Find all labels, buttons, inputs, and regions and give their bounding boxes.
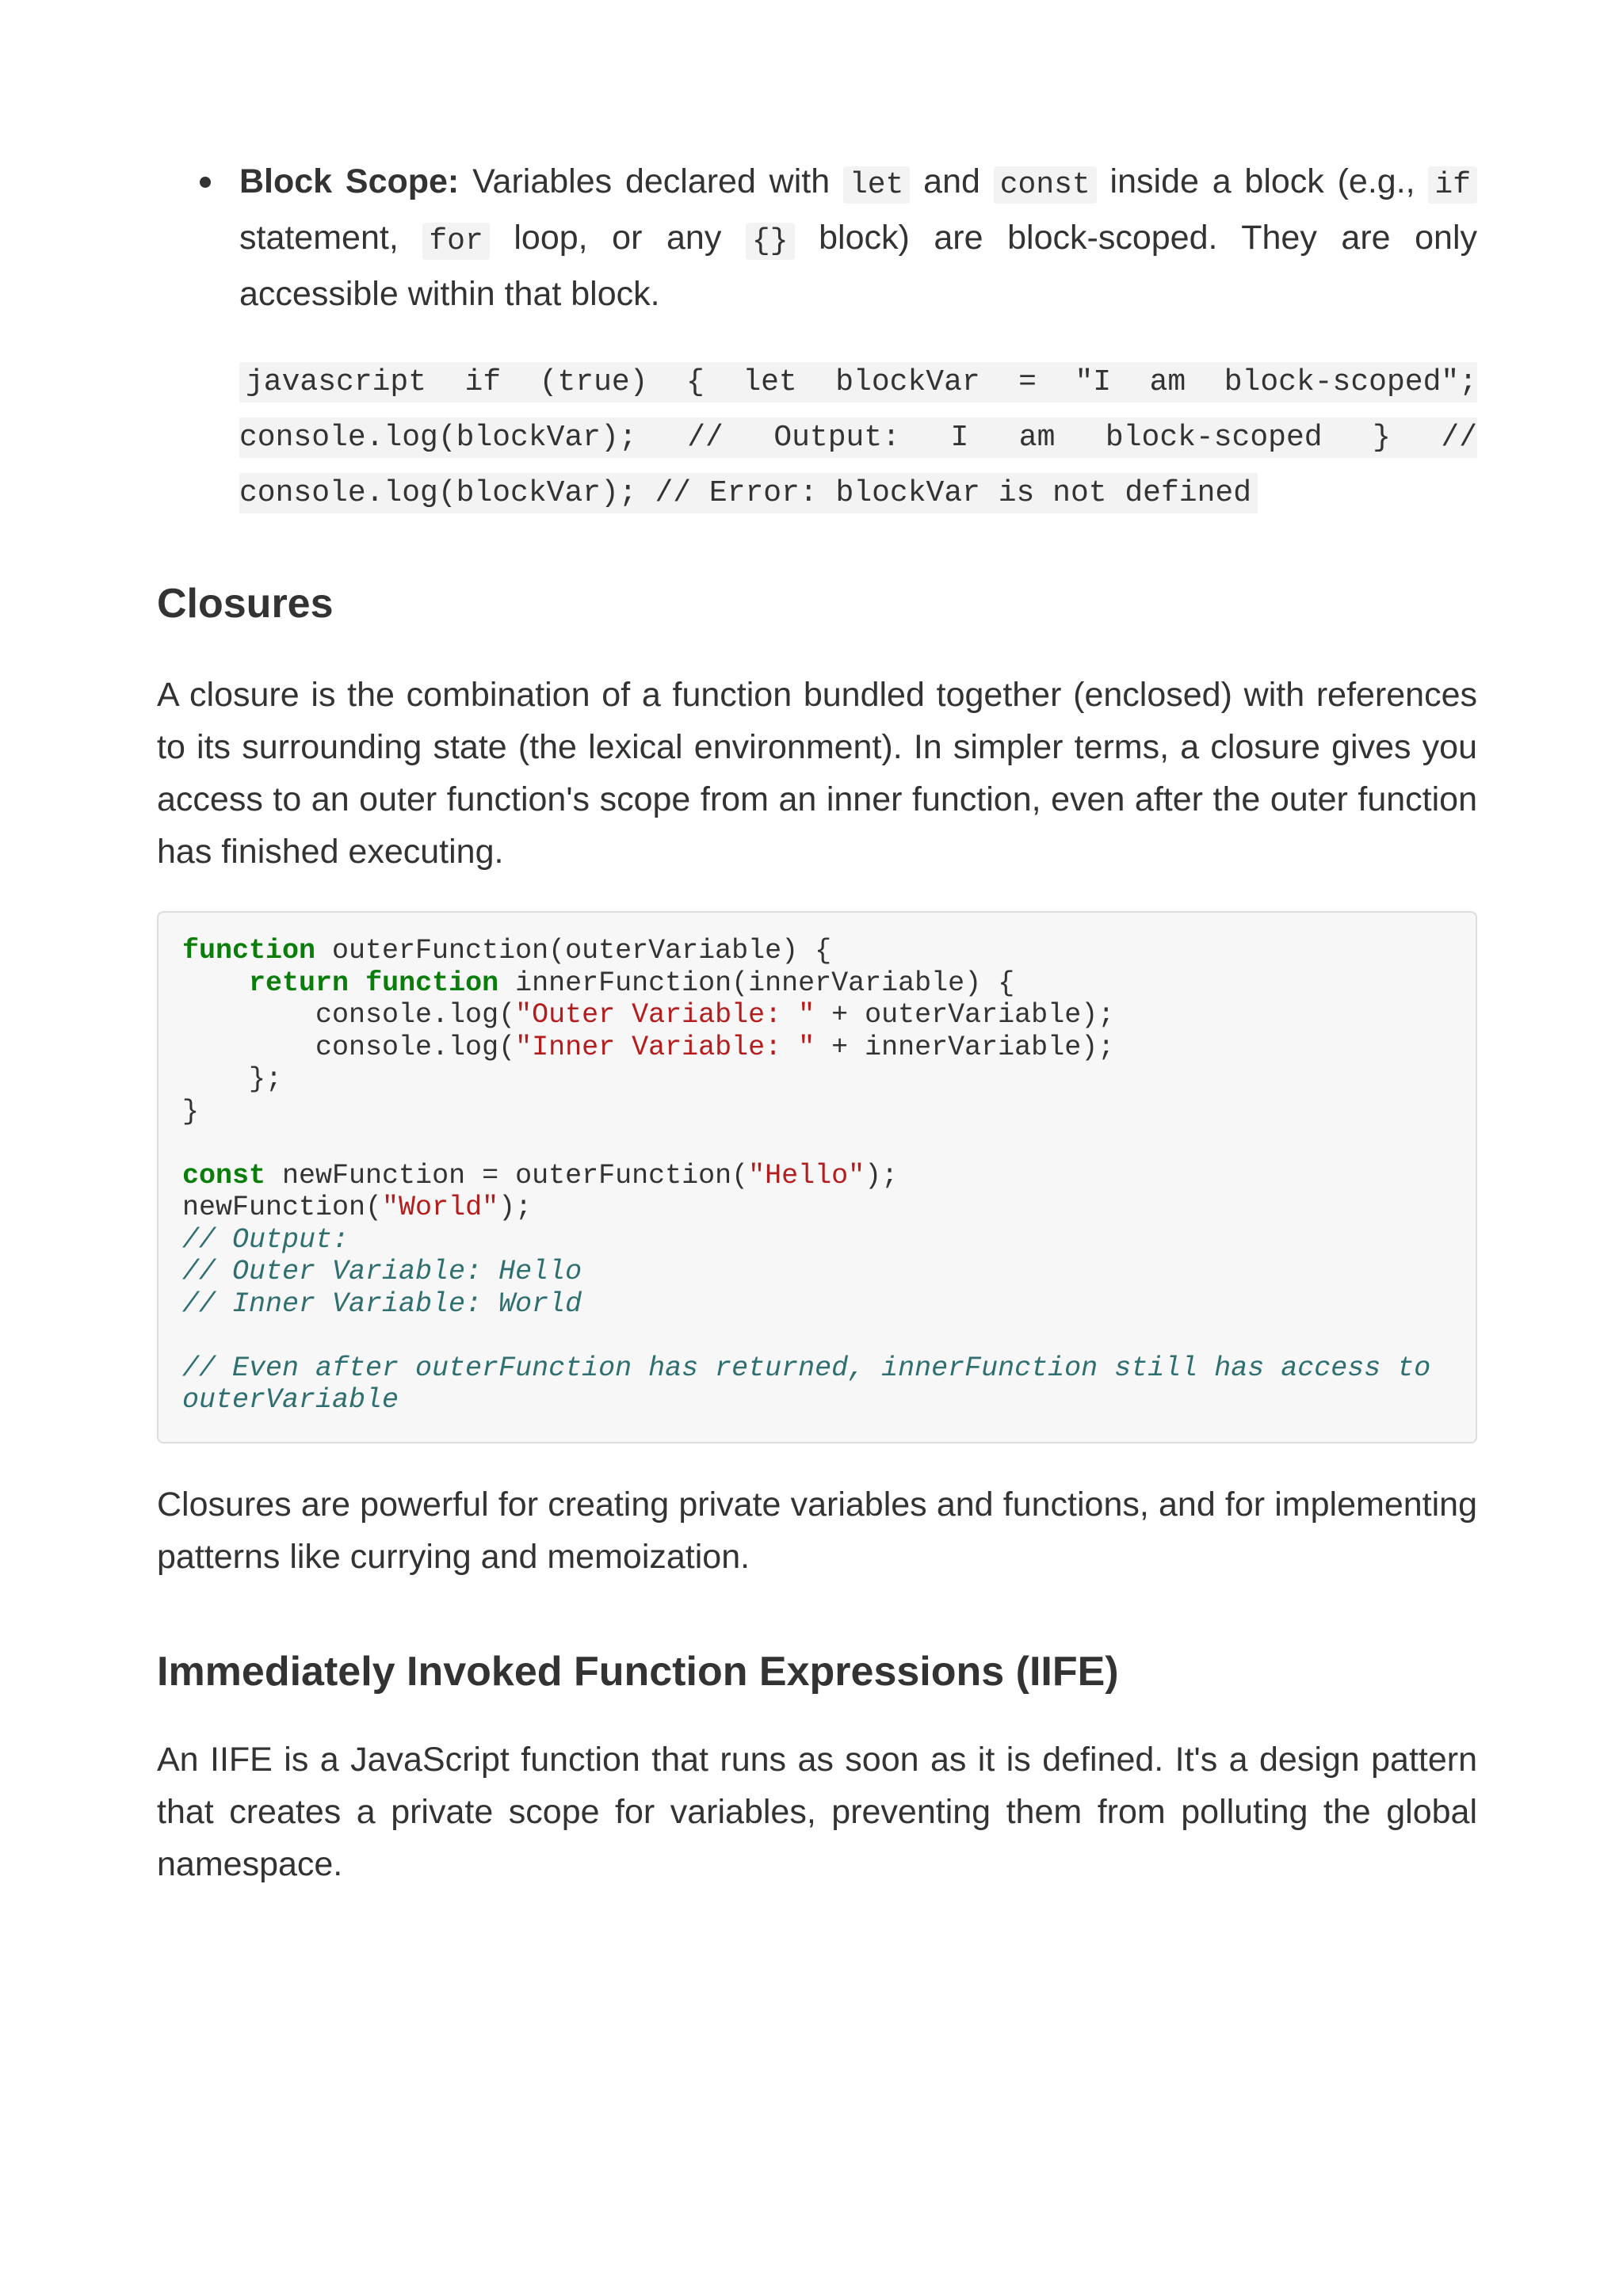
iife-heading: Immediately Invoked Function Expressions (IIFE): [157, 1649, 1119, 1695]
text-run: inside a block (e.g.,: [1096, 162, 1429, 200]
comment-token: outerVariable: [182, 1384, 399, 1416]
string-token: "Inner Variable: ": [515, 1031, 815, 1063]
closure-code-block: [157, 911, 1477, 1444]
code-token: + innerVariable);: [815, 1031, 1115, 1063]
code-token: };: [249, 1063, 283, 1095]
closures-paragraph: A closure is the combination of a function bundled together (enclosed) with references to its surrounding state (the lexical environment). In simpler terms, a closure gives you access to an outer function's scope from an inner function, even after the outer function has finished executing.: [157, 676, 1477, 871]
comment-token: // Even after outerFunction has returned, innerFunction still has access to: [182, 1352, 1431, 1384]
code-content: [182, 935, 1452, 1417]
keyword-token: return: [249, 967, 349, 999]
iife-paragraph: An IIFE is a JavaScript function that runs as soon as it is defined. It's a design pattern that creates a private scope for variables, preventing them from polluting the global namespace.: [157, 1741, 1477, 1883]
text-run: block) are block-scoped. They are only accessible within that block.: [239, 219, 1478, 313]
inline-code-for: for: [422, 223, 489, 260]
inline-code-if: if: [1428, 166, 1477, 204]
code-token: console.log(: [315, 999, 516, 1031]
code-token: }: [182, 1095, 200, 1127]
inline-code-braces: {}: [746, 223, 795, 260]
string-token: "Hello": [748, 1159, 865, 1192]
code-token: );: [498, 1192, 533, 1223]
code-token: newFunction = outerFunction(: [265, 1159, 749, 1192]
string-token: "Outer Variable: ": [515, 999, 815, 1031]
inline-code-const: const: [994, 166, 1097, 204]
keyword-token: const: [182, 1159, 266, 1192]
comment-token: // Outer Variable: Hello: [182, 1256, 582, 1287]
comment-token: // Output:: [182, 1223, 349, 1256]
keyword-token: function: [182, 935, 316, 967]
code-token: + outerVariable);: [815, 999, 1115, 1031]
keyword-token: function: [365, 967, 499, 999]
closures-summary-paragraph: Closures are powerful for creating private variables and functions, and for implementing patterns like currying and memoization.: [157, 1486, 1477, 1576]
code-token: outerFunction(outerVariable) {: [315, 935, 832, 967]
text-run: loop, or any: [489, 219, 746, 257]
text-run: statement,: [239, 219, 423, 257]
text-run: Variables declared with: [459, 162, 843, 200]
string-token: "World": [382, 1192, 499, 1223]
bullet-icon: [200, 177, 211, 188]
code-token: innerFunction(innerVariable) {: [498, 967, 1015, 999]
comment-token: // Inner Variable: World: [182, 1287, 582, 1320]
code-token: );: [865, 1159, 899, 1192]
block-scope-paragraph: [239, 155, 1477, 320]
code-token: newFunction(: [182, 1192, 383, 1223]
closures-heading: Closures: [157, 581, 334, 627]
block-scope-term: Block Scope:: [239, 162, 460, 200]
code-token: console.log(: [315, 1031, 516, 1063]
text-run: and: [910, 162, 994, 200]
list-item-block-scope: [239, 155, 1477, 320]
inline-code-let: let: [843, 166, 910, 204]
inline-code-text: javascript if (true) { let blockVar = "I am block-scoped"; console.log(blockVar); // Output: I am block-scoped } // console.log(blockVar); // Error: blockVar is not defined: [239, 362, 1477, 513]
inline-code-example: [239, 355, 1477, 521]
